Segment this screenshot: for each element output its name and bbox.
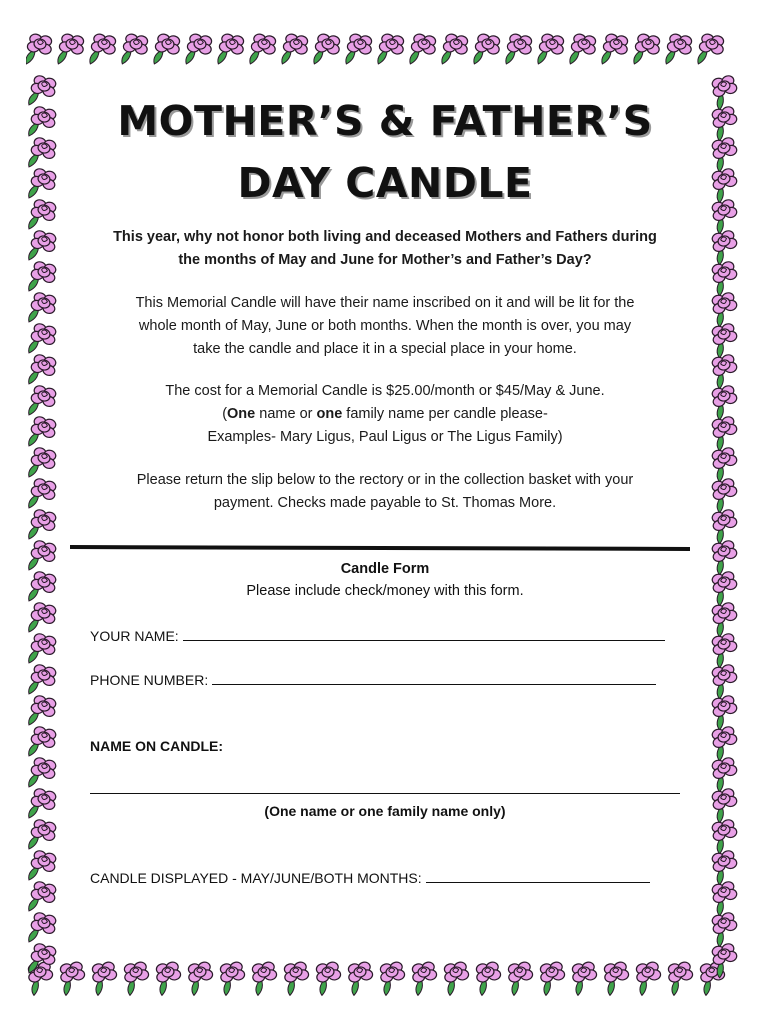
cost-line-2-one-family: one bbox=[316, 406, 343, 422]
flower-icon bbox=[568, 33, 597, 66]
flower-icon bbox=[710, 105, 741, 141]
flower-icon bbox=[27, 136, 58, 172]
flower-icon bbox=[27, 291, 58, 327]
flower-icon bbox=[123, 961, 152, 996]
flower-icon bbox=[216, 33, 245, 66]
name-on-candle-blank[interactable] bbox=[90, 793, 680, 794]
cost-line-1: The cost for a Memorial Candle is $25.00/month or $45/May & June. bbox=[165, 383, 605, 399]
phone-number-label: PHONE NUMBER: bbox=[90, 672, 209, 688]
flower-icon bbox=[710, 291, 741, 327]
flower-icon bbox=[27, 477, 58, 513]
flower-icon bbox=[283, 961, 312, 996]
flower-icon bbox=[507, 961, 536, 996]
candle-displayed-field bbox=[90, 868, 650, 888]
flower-icon bbox=[710, 74, 741, 110]
flower-icon bbox=[710, 446, 741, 482]
flower-icon bbox=[27, 446, 58, 482]
flower-icon bbox=[347, 961, 376, 996]
flower-icon bbox=[27, 911, 58, 947]
flower-icon bbox=[27, 632, 58, 668]
description-line-2: whole month of May, June or both months. When the month is over, you may bbox=[138, 318, 632, 334]
intro-line-1: This year, why not honor both living and deceased Mothers and Fathers during bbox=[113, 229, 657, 245]
flower-icon bbox=[27, 322, 58, 358]
flower-icon bbox=[27, 787, 58, 823]
flower-icon bbox=[184, 33, 213, 66]
flower-icon bbox=[27, 663, 58, 699]
flower-icon bbox=[710, 384, 741, 420]
flower-icon bbox=[312, 33, 341, 66]
flower-icon bbox=[27, 694, 58, 730]
flower-icon bbox=[315, 961, 344, 996]
flower-icon bbox=[27, 818, 58, 854]
flower-icon bbox=[155, 961, 184, 996]
flyer-content bbox=[70, 66, 700, 950]
flower-icon bbox=[27, 880, 58, 916]
candle-displayed-blank[interactable] bbox=[426, 868, 650, 883]
flower-icon bbox=[27, 508, 58, 544]
intro-line-2: the months of May and June for Mother’s and Father’s Day? bbox=[178, 252, 592, 268]
your-name-label: YOUR NAME: bbox=[90, 628, 179, 644]
flower-icon bbox=[571, 961, 600, 996]
section-divider bbox=[70, 545, 690, 551]
flower-icon bbox=[710, 818, 741, 854]
floral-border-top bbox=[26, 26, 744, 66]
flower-icon bbox=[251, 961, 280, 996]
flower-icon bbox=[440, 33, 469, 66]
flower-icon bbox=[379, 961, 408, 996]
flower-icon bbox=[91, 961, 120, 996]
phone-number-blank[interactable] bbox=[212, 670, 656, 685]
flower-icon bbox=[667, 961, 696, 996]
flower-icon bbox=[27, 942, 58, 978]
floral-border-right bbox=[702, 26, 744, 998]
title-line-2: DAY CANDLE bbox=[237, 159, 533, 207]
your-name-blank[interactable] bbox=[183, 626, 665, 641]
flower-icon bbox=[710, 663, 741, 699]
flower-icon bbox=[27, 539, 58, 575]
flower-icon bbox=[120, 33, 149, 66]
flower-icon bbox=[27, 384, 58, 420]
description-paragraph bbox=[80, 292, 690, 361]
return-line-2: payment. Checks made payable to St. Thomas More. bbox=[213, 495, 557, 511]
description-line-1: This Memorial Candle will have their name inscribed on it and will be lit for the bbox=[135, 295, 635, 311]
flower-icon bbox=[710, 787, 741, 823]
flower-icon bbox=[710, 601, 741, 637]
flower-icon bbox=[710, 477, 741, 513]
cost-line-2-one: One bbox=[227, 406, 256, 422]
description-line-3: take the candle and place it in a special place in your home. bbox=[193, 341, 577, 357]
phone-number-field bbox=[90, 670, 656, 690]
flower-icon bbox=[710, 198, 741, 234]
flower-icon bbox=[710, 942, 741, 978]
flower-icon bbox=[702, 26, 744, 998]
cost-line-2-mid: name or bbox=[255, 406, 317, 422]
cost-paragraph bbox=[80, 380, 690, 449]
intro-paragraph bbox=[80, 226, 690, 272]
name-on-candle-label: NAME ON CANDLE: bbox=[90, 738, 223, 754]
floral-border-left bbox=[26, 26, 68, 998]
flower-icon bbox=[152, 33, 181, 66]
flower-icon bbox=[536, 33, 565, 66]
flower-icon bbox=[710, 322, 741, 358]
flower-icon bbox=[27, 229, 58, 265]
return-line-1: Please return the slip below to the rectory or in the collection basket with your bbox=[136, 472, 634, 488]
flower-icon bbox=[710, 415, 741, 451]
flower-icon bbox=[635, 961, 664, 996]
flower-icon bbox=[710, 725, 741, 761]
flower-icon bbox=[710, 911, 741, 947]
flower-icon bbox=[710, 353, 741, 389]
flower-icon bbox=[472, 33, 501, 66]
your-name-field bbox=[90, 626, 665, 646]
flower-icon bbox=[539, 961, 568, 996]
floral-border-bottom bbox=[26, 952, 744, 998]
flower-icon bbox=[27, 353, 58, 389]
flower-icon bbox=[27, 725, 58, 761]
flower-icon bbox=[710, 632, 741, 668]
cost-line-2 bbox=[80, 403, 690, 426]
flower-icon bbox=[475, 961, 504, 996]
flower-icon bbox=[27, 756, 58, 792]
flower-icon bbox=[248, 33, 277, 66]
form-note: Please include check/money with this form. bbox=[246, 583, 524, 599]
flower-icon bbox=[408, 33, 437, 66]
flower-icon bbox=[26, 26, 68, 998]
flower-icon bbox=[710, 229, 741, 265]
flower-icon bbox=[27, 415, 58, 451]
flower-icon bbox=[27, 260, 58, 296]
cost-line-2-end: family name per candle please- bbox=[342, 406, 548, 422]
candle-displayed-label: CANDLE DISPLAYED - MAY/JUNE/BOTH MONTHS: bbox=[90, 870, 422, 886]
flower-icon bbox=[504, 33, 533, 66]
flower-icon bbox=[443, 961, 472, 996]
flower-icon bbox=[376, 33, 405, 66]
flower-icon bbox=[27, 570, 58, 606]
flower-icon bbox=[710, 167, 741, 203]
flower-icon bbox=[710, 570, 741, 606]
page-title bbox=[70, 90, 700, 214]
flower-icon bbox=[632, 33, 661, 66]
flower-icon bbox=[280, 33, 309, 66]
flower-icon bbox=[710, 849, 741, 885]
flower-icon bbox=[27, 105, 58, 141]
flower-icon bbox=[187, 961, 216, 996]
flower-icon bbox=[344, 33, 373, 66]
flower-icon bbox=[710, 539, 741, 575]
flower-icon bbox=[88, 33, 117, 66]
flower-icon bbox=[710, 508, 741, 544]
form-title: Candle Form bbox=[340, 561, 430, 577]
flower-icon bbox=[664, 33, 693, 66]
flower-icon bbox=[710, 136, 741, 172]
return-paragraph bbox=[80, 469, 690, 515]
title-line-1: MOTHER’S & FATHER’S bbox=[117, 97, 653, 145]
flower-icon bbox=[710, 694, 741, 730]
flower-icon bbox=[27, 198, 58, 234]
flower-icon bbox=[710, 880, 741, 916]
flower-icon bbox=[27, 74, 58, 110]
cost-line-3: Examples- Mary Ligus, Paul Ligus or The Ligus Family) bbox=[207, 429, 563, 445]
flower-icon bbox=[26, 26, 744, 66]
flower-icon bbox=[411, 961, 440, 996]
flower-icon bbox=[27, 601, 58, 637]
name-on-candle-note: (One name or one family name only) bbox=[264, 803, 506, 819]
flower-icon bbox=[710, 756, 741, 792]
flower-icon bbox=[603, 961, 632, 996]
flower-icon bbox=[26, 952, 744, 998]
flower-icon bbox=[27, 849, 58, 885]
cost-line-2-open: ( bbox=[222, 406, 228, 422]
flower-icon bbox=[27, 167, 58, 203]
flower-icon bbox=[219, 961, 248, 996]
flower-icon bbox=[710, 260, 741, 296]
flower-icon bbox=[600, 33, 629, 66]
